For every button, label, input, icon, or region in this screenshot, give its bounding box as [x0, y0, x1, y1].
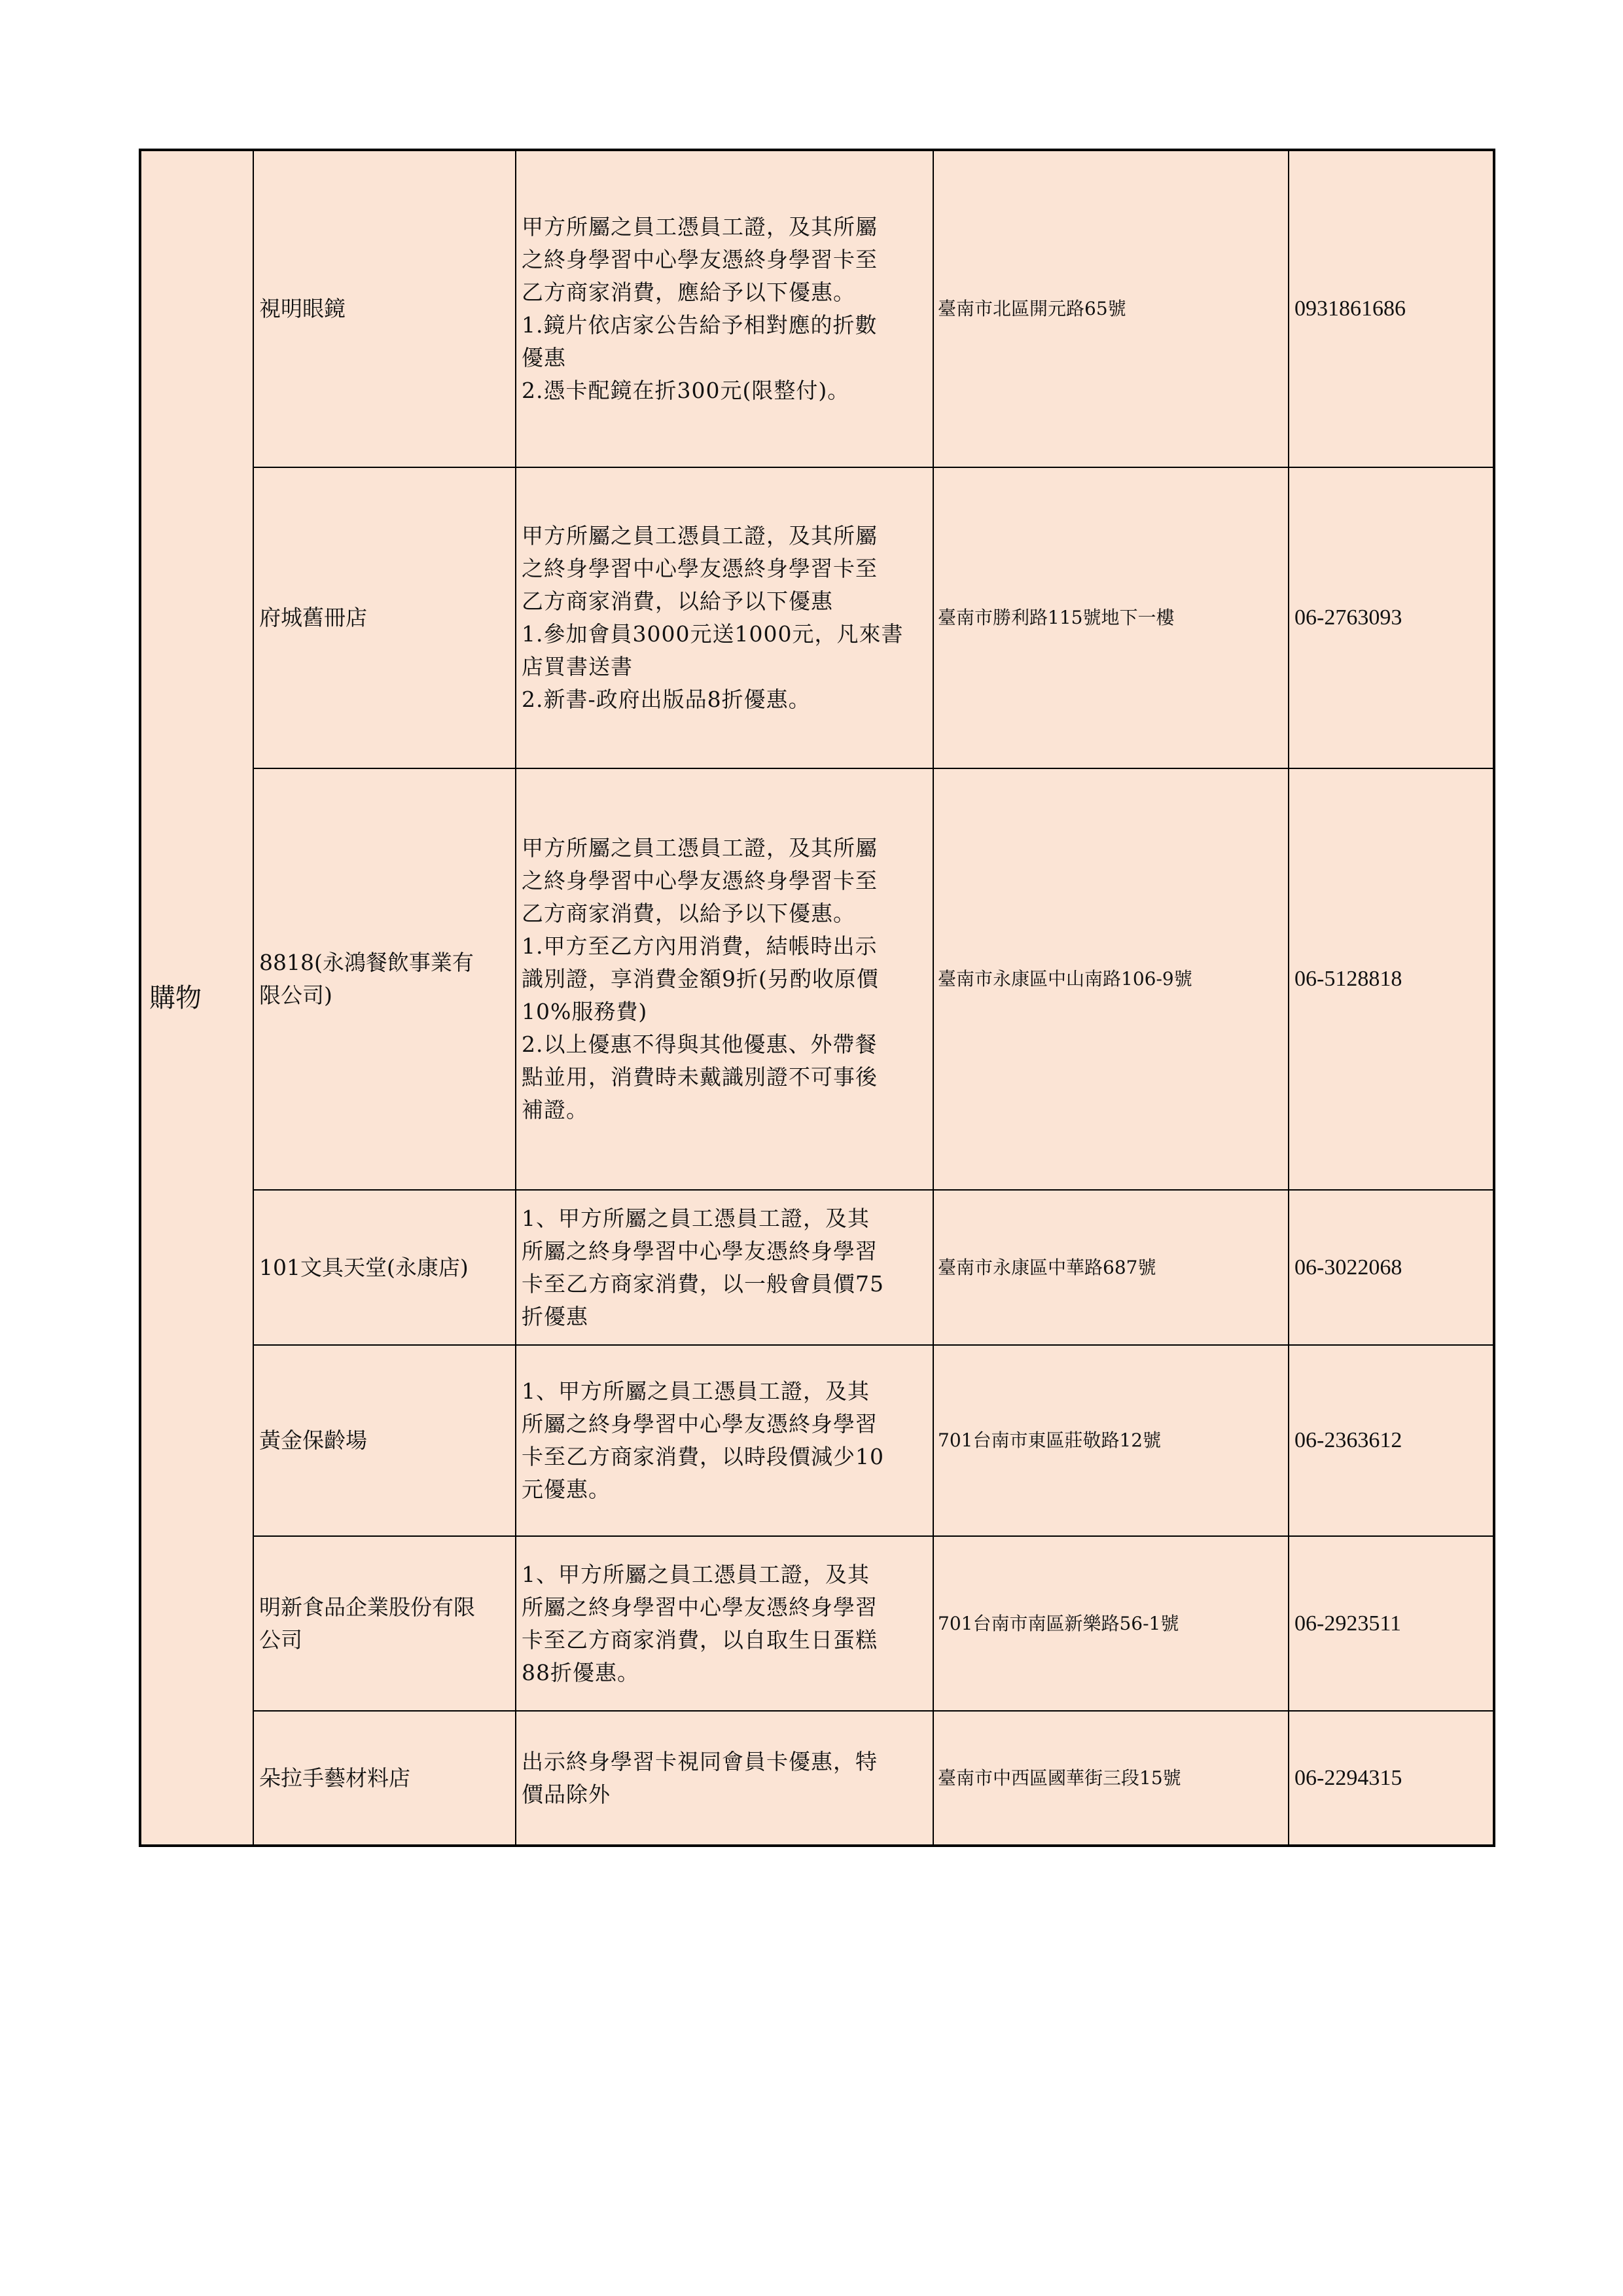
- description-line: 1.甲方至乙方內用消費，結帳時出示: [522, 933, 878, 959]
- description-line: 之終身學習中心學友憑終身學習卡至: [522, 556, 878, 581]
- table-row: [140, 1190, 1494, 1345]
- description-line: 2.新書-政府出版品8折優惠。: [522, 687, 811, 712]
- description-line: 10%服務費): [522, 999, 648, 1024]
- description-line: 甲方所屬之員工憑員工證，及其所屬: [522, 214, 878, 240]
- table-row: [140, 768, 1494, 1190]
- phone-cell: 06-2294315: [1289, 1711, 1494, 1846]
- description-line: 1.參加會員3000元送1000元，凡來書: [522, 621, 904, 647]
- store-name-line: 公司: [259, 1626, 302, 1653]
- address-cell: 臺南市北區開元路65號: [933, 150, 1289, 467]
- description-line: 所屬之終身學習中心學友憑終身學習: [522, 1238, 878, 1264]
- store-name-line: 101文具天堂(永康店): [259, 1254, 469, 1280]
- store-name-line: 視明眼鏡: [259, 296, 346, 321]
- phone-cell: 06-2363612: [1289, 1345, 1494, 1536]
- description-line: 甲方所屬之員工憑員工證，及其所屬: [522, 835, 878, 861]
- table-row: [140, 150, 1494, 467]
- description-line: 元優惠。: [522, 1477, 611, 1502]
- table-row: [140, 1536, 1494, 1711]
- store-name-cell: [253, 1345, 516, 1536]
- description-line: 補證。: [522, 1097, 588, 1122]
- discount-description-cell: [516, 1711, 933, 1846]
- store-name-cell: [253, 150, 516, 467]
- description-line: 所屬之終身學習中心學友憑終身學習: [522, 1594, 878, 1620]
- discount-description-cell: [516, 1190, 933, 1345]
- store-name-line: 朵拉手藝材料店: [259, 1765, 410, 1791]
- address-cell: 臺南市永康區中山南路106-9號: [933, 768, 1289, 1190]
- table-row: [140, 1345, 1494, 1536]
- store-name-cell: [253, 467, 516, 768]
- description-line: 卡至乙方商家消費，以自取生日蛋糕: [522, 1626, 878, 1653]
- store-name-line: 明新食品企業股份有限: [259, 1594, 475, 1620]
- discount-description-cell: [516, 467, 933, 768]
- description-line: 出示終身學習卡視同會員卡優惠，特: [522, 1748, 878, 1774]
- description-line: 1、甲方所屬之員工憑員工證，及其: [522, 1205, 870, 1231]
- description-line: 乙方商家消費，應給予以下優惠。: [522, 279, 855, 305]
- description-line: 1.鏡片依店家公告給予相對應的折數: [522, 312, 878, 338]
- description-line: 2.以上優惠不得與其他優惠、外帶餐: [522, 1031, 878, 1057]
- phone-cell: 0931861686: [1289, 150, 1494, 467]
- description-line: 乙方商家消費，以給予以下優惠: [522, 588, 833, 614]
- discount-description-cell: [516, 150, 933, 467]
- address-cell: 臺南市勝利路115號地下一樓: [933, 467, 1289, 768]
- phone-cell: 06-2923511: [1289, 1536, 1494, 1711]
- store-name-cell: [253, 1536, 516, 1711]
- store-name-line: 黃金保齡場: [259, 1427, 367, 1453]
- description-line: 優惠: [522, 345, 566, 370]
- discount-description-cell: [516, 768, 933, 1190]
- phone-cell: 06-5128818: [1289, 768, 1494, 1190]
- category-cell: 購物: [140, 150, 253, 1846]
- address-cell: 臺南市中西區國華街三段15號: [933, 1711, 1289, 1846]
- description-line: 卡至乙方商家消費，以一般會員價75: [522, 1270, 884, 1297]
- phone-cell: 06-2763093: [1289, 467, 1494, 768]
- description-line: 甲方所屬之員工憑員工證，及其所屬: [522, 523, 878, 548]
- table-row: [140, 1711, 1494, 1846]
- store-name-line: 限公司): [259, 982, 332, 1008]
- store-name-line: 8818(永鴻餐飲事業有: [259, 950, 474, 975]
- description-line: 所屬之終身學習中心學友憑終身學習: [522, 1411, 878, 1437]
- store-name-cell: [253, 1190, 516, 1345]
- store-name-cell: [253, 1711, 516, 1846]
- description-line: 店買書送書: [522, 654, 633, 679]
- description-line: 識別證，享消費金額9折(另酌收原價: [522, 966, 879, 992]
- discount-description-cell: [516, 1536, 933, 1711]
- merchant-discount-table: [139, 149, 1495, 1847]
- description-line: 價品除外: [522, 1781, 611, 1807]
- address-cell: 臺南市永康區中華路687號: [933, 1190, 1289, 1345]
- description-line: 點並用，消費時未戴識別證不可事後: [522, 1064, 878, 1090]
- address-cell: 701台南市南區新樂路56-1號: [933, 1536, 1289, 1711]
- description-line: 卡至乙方商家消費，以時段價減少10: [522, 1444, 884, 1469]
- store-name-line: 府城舊冊店: [259, 605, 367, 630]
- phone-cell: 06-3022068: [1289, 1190, 1494, 1345]
- description-line: 之終身學習中心學友憑終身學習卡至: [522, 247, 878, 272]
- address-cell: 701台南市東區莊敬路12號: [933, 1345, 1289, 1536]
- discount-description-cell: [516, 1345, 933, 1536]
- description-line: 折優惠: [522, 1303, 588, 1329]
- store-name-cell: [253, 768, 516, 1190]
- description-line: 88折優惠。: [522, 1659, 639, 1685]
- description-line: 2.憑卡配鏡在折300元(限整付)。: [522, 378, 850, 403]
- description-line: 乙方商家消費，以給予以下優惠。: [522, 901, 855, 926]
- table-row: [140, 467, 1494, 768]
- description-line: 1、甲方所屬之員工憑員工證，及其: [522, 1378, 870, 1404]
- description-line: 之終身學習中心學友憑終身學習卡至: [522, 868, 878, 893]
- description-line: 1、甲方所屬之員工憑員工證，及其: [522, 1561, 870, 1587]
